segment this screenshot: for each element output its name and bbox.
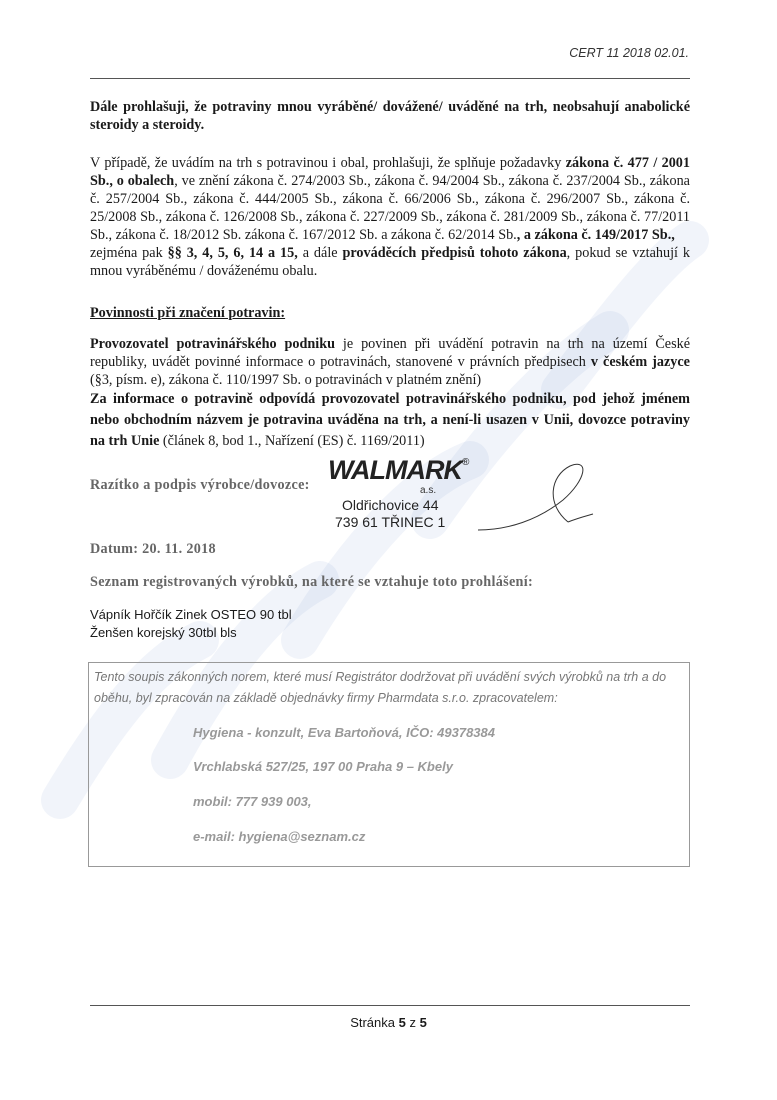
text: prováděcích předpisů tohoto zákona [342, 245, 567, 261]
text: (§3, písm. e), zákona č. 110/1997 Sb. o potravinách v platném znění) [90, 372, 482, 388]
product-item: Vápník Hořčík Zinek OSTEO 90 tbl [90, 607, 292, 622]
document-body [90, 98, 690, 867]
text: v českém jazyce [590, 354, 690, 370]
text: 5 [398, 1015, 406, 1030]
signature [418, 456, 598, 536]
processor-phone: mobil: 777 939 003, [193, 794, 312, 809]
box-intro: Tento soupis zákonných norem, které musí Registrátor dodržovat při uvádění svých výrobků na trh a do oběhu, byl zpracován na základě objednávky firmy Pharmdata s.r.o. zpracovatelem: [94, 670, 667, 705]
text: §§ 3, 4, 5, 6, 14 a 15, [167, 245, 298, 261]
stamp-suffix: a.s. [420, 485, 437, 496]
text: zákona č. 477 / 2001 Sb., o obalech [90, 155, 690, 189]
text: z [405, 1015, 420, 1030]
stamp-label: Razítko a podpis výrobce/dovozce: [90, 477, 310, 493]
processor-info-box [88, 662, 690, 867]
stamp-address: Oldřichovice 44 [342, 497, 439, 513]
processor-address: Vrchlabská 527/25, 197 00 Praha 9 – Kbely [193, 759, 453, 774]
steroid-declaration: Dále prohlašuji, že potraviny mnou vyráběné/ dovážené/ uváděné na trh, neobsahují anabolické steroidy a steroidy. [90, 99, 690, 133]
date: Datum: 20. 11. 2018 [90, 541, 216, 557]
text: a dále [297, 245, 343, 261]
document-code: CERT 11 2018 02.01. [569, 46, 689, 60]
processor-name: Hygiena - konzult, Eva Bartoňová, IČO: 49378384 [193, 725, 495, 740]
processor-email: e-mail: hygiena@seznam.cz [193, 829, 366, 844]
text: Stránka [350, 1015, 399, 1030]
section-title: Povinnosti při značení potravin: [90, 305, 286, 321]
page-number [0, 1014, 777, 1032]
text: , ve znění zákona č. 274/2003 Sb., zákona č. 94/2004 Sb., zákona č. 237/2004 Sb., zákona č. 257/2004 Sb., zákona č. 444/2005 Sb., zákona č. 66/2006 Sb., zákona č. 296/2007 Sb., zákona č. 25/2008 Sb., zákona č. 126/2008 Sb., zákona č. 227/2009 Sb., zákona č. 281/2009 Sb., zákona č. 77/2011 Sb., zákona č. 18/2012 Sb. zákona č. 167/2012 Sb. a zákona č. 62/2014 Sb. [90, 173, 690, 243]
product-list [90, 606, 690, 642]
product-list-label: Seznam registrovaných výrobků, na které se vztahuje toto prohlášení: [90, 574, 533, 590]
text: , pokud se vztahují k mnou vyráběnému / dováženému obalu. [90, 245, 690, 279]
text: zejména pak [90, 245, 168, 261]
text: Provozovatel potravinářského podniku [90, 336, 335, 352]
text: V případě, že uvádím na trh s potravinou i obal, prohlašuji, že splňuje požadavky [90, 155, 566, 171]
stamp-row [90, 456, 690, 538]
company-stamp [328, 456, 568, 538]
text: je povinen při uvádění potravin na trh na území České republiky, uvádět povinné informace o potravinách, stanovené v právních předpisech [90, 336, 690, 370]
walmark-logo: WALMARK [328, 455, 462, 485]
text: 5 [419, 1015, 427, 1030]
footer-divider [90, 1005, 690, 1006]
stamp-city: 739 61 TŘINEC 1 [335, 514, 446, 530]
product-item: Ženšen korejský 30tbl bls [90, 625, 237, 640]
text: Za informace o potravině odpovídá provozovatel potravinářského podniku, pod jehož jménem nebo obchodním názvem je potravina uváděna na trh, a není-li usazen v Unii, dovozce potraviny na trh Unie [90, 391, 690, 449]
text: (článek 8, bod 1., Nařízení (ES) č. 1169/2011) [159, 433, 425, 449]
text: , a zákona č. 149/2017 Sb., [516, 227, 675, 243]
registered-mark: ® [461, 457, 470, 468]
header-divider [90, 78, 690, 79]
labeling-obligations [90, 335, 690, 452]
packaging-declaration [90, 154, 690, 280]
